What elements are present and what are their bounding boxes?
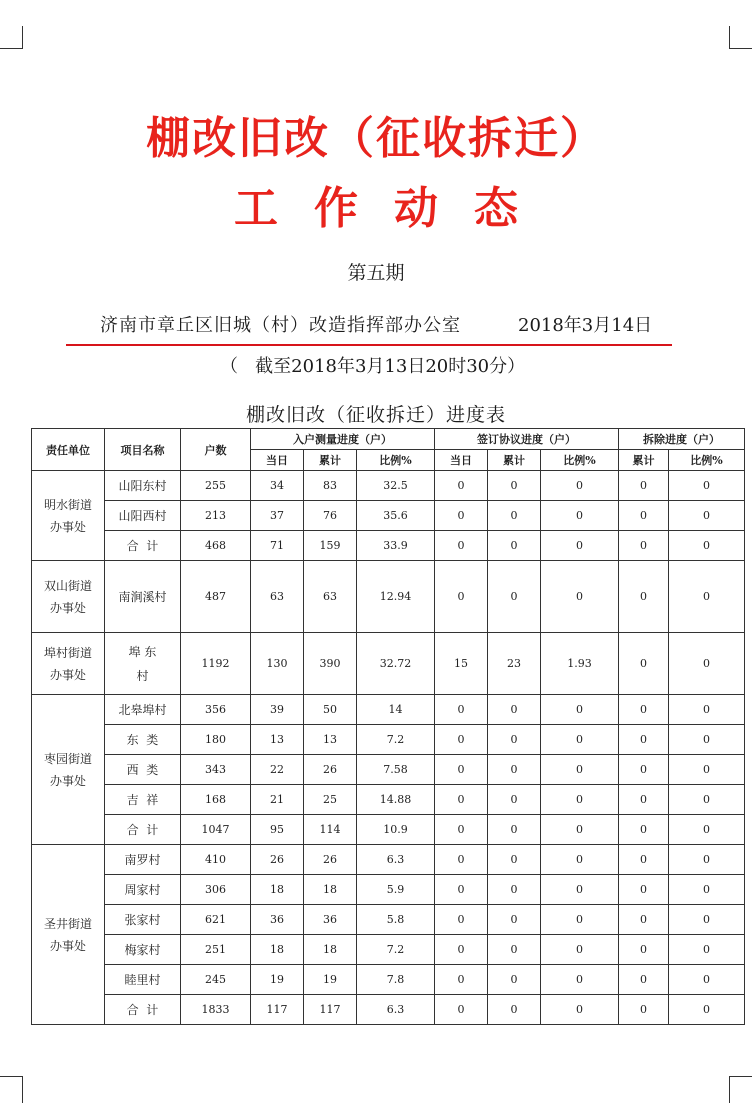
- crop-mark-bottom-right: [729, 1076, 752, 1103]
- sign-cumulative-cell: 0: [488, 501, 541, 531]
- sign-ratio-cell: 0: [541, 561, 619, 633]
- table-row: [32, 905, 745, 935]
- survey-today-cell: 22: [251, 755, 304, 785]
- survey-cumulative-cell: 50: [304, 695, 357, 725]
- survey-ratio-cell: 7.58: [357, 755, 435, 785]
- sign-today-cell: 0: [435, 815, 488, 845]
- sign-ratio-cell: 1.93: [541, 633, 619, 695]
- demolish-ratio-cell: 0: [669, 815, 745, 845]
- survey-ratio-cell: 6.3: [357, 995, 435, 1025]
- sign-cumulative-cell: 0: [488, 965, 541, 995]
- header-households: 户数: [181, 429, 251, 471]
- header-sign-group: 签订协议进度（户）: [435, 429, 619, 450]
- table-title: 棚改旧改（征收拆迁）进度表: [245, 404, 506, 426]
- households-cell: 180: [181, 725, 251, 755]
- project-cell: 南涧溪村: [105, 561, 181, 633]
- demolish-cumulative-cell: 0: [619, 471, 669, 501]
- survey-today-cell: 95: [251, 815, 304, 845]
- header-demolish-ratio: 比例%: [669, 450, 745, 471]
- households-cell: 343: [181, 755, 251, 785]
- document-title: 棚改旧改（征收拆迁）: [146, 113, 606, 164]
- header-demolish-cumulative: 累计: [619, 450, 669, 471]
- table-row: [32, 935, 745, 965]
- sign-ratio-cell: 0: [541, 501, 619, 531]
- header-survey-group: 入户测量进度（户）: [251, 429, 435, 450]
- header-unit: 责任单位: [32, 429, 105, 471]
- survey-today-cell: 19: [251, 965, 304, 995]
- sign-cumulative-cell: 0: [488, 875, 541, 905]
- unit-cell: 明水街道办事处: [32, 471, 105, 561]
- survey-cumulative-cell: 18: [304, 935, 357, 965]
- project-cell: 西 类: [105, 755, 181, 785]
- survey-today-cell: 39: [251, 695, 304, 725]
- issue-number: 第五期: [347, 262, 405, 284]
- sign-cumulative-cell: 0: [488, 471, 541, 501]
- survey-ratio-cell: 7.2: [357, 725, 435, 755]
- project-cell: 山阳西村: [105, 501, 181, 531]
- demolish-ratio-cell: 0: [669, 633, 745, 695]
- demolish-cumulative-cell: 0: [619, 531, 669, 561]
- survey-today-cell: 117: [251, 995, 304, 1025]
- survey-ratio-cell: 5.9: [357, 875, 435, 905]
- sign-cumulative-cell: 0: [488, 755, 541, 785]
- header-survey-cumulative: 累计: [304, 450, 357, 471]
- project-cell: 合 计: [105, 531, 181, 561]
- sign-today-cell: 0: [435, 995, 488, 1025]
- demolish-ratio-cell: 0: [669, 531, 745, 561]
- sign-today-cell: 0: [435, 755, 488, 785]
- survey-ratio-cell: 32.72: [357, 633, 435, 695]
- project-cell: 周家村: [105, 875, 181, 905]
- sign-cumulative-cell: 0: [488, 531, 541, 561]
- project-cell: 山阳东村: [105, 471, 181, 501]
- header-project: 项目名称: [105, 429, 181, 471]
- demolish-cumulative-cell: 0: [619, 815, 669, 845]
- survey-cumulative-cell: 63: [304, 561, 357, 633]
- project-cell: 埠 东 村: [105, 633, 181, 695]
- survey-ratio-cell: 33.9: [357, 531, 435, 561]
- sign-ratio-cell: 0: [541, 755, 619, 785]
- table-row: [32, 695, 745, 725]
- demolish-ratio-cell: 0: [669, 905, 745, 935]
- sign-ratio-cell: 0: [541, 471, 619, 501]
- households-cell: 1833: [181, 995, 251, 1025]
- sign-ratio-cell: 0: [541, 965, 619, 995]
- households-cell: 356: [181, 695, 251, 725]
- table-row: [32, 785, 745, 815]
- households-cell: 410: [181, 845, 251, 875]
- demolish-cumulative-cell: 0: [619, 633, 669, 695]
- households-cell: 621: [181, 905, 251, 935]
- unit-cell: 埠村街道办事处: [32, 633, 105, 695]
- survey-today-cell: 63: [251, 561, 304, 633]
- table-row: [32, 995, 745, 1025]
- sign-ratio-cell: 0: [541, 875, 619, 905]
- survey-today-cell: 26: [251, 845, 304, 875]
- table-row: [32, 725, 745, 755]
- survey-ratio-cell: 32.5: [357, 471, 435, 501]
- demolish-ratio-cell: 0: [669, 561, 745, 633]
- demolish-ratio-cell: 0: [669, 755, 745, 785]
- crop-mark-bottom-left: [0, 1076, 23, 1103]
- survey-ratio-cell: 7.2: [357, 935, 435, 965]
- demolish-cumulative-cell: 0: [619, 785, 669, 815]
- sign-cumulative-cell: 0: [488, 785, 541, 815]
- demolish-cumulative-cell: 0: [619, 725, 669, 755]
- demolish-cumulative-cell: 0: [619, 995, 669, 1025]
- table-row: [32, 561, 745, 633]
- header-sign-today: 当日: [435, 450, 488, 471]
- sign-cumulative-cell: 0: [488, 935, 541, 965]
- sign-today-cell: 0: [435, 501, 488, 531]
- unit-cell: 枣园街道办事处: [32, 695, 105, 845]
- survey-cumulative-cell: 26: [304, 845, 357, 875]
- survey-ratio-cell: 14.88: [357, 785, 435, 815]
- demolish-cumulative-cell: 0: [619, 695, 669, 725]
- project-cell: 睦里村: [105, 965, 181, 995]
- survey-cumulative-cell: 83: [304, 471, 357, 501]
- table-row: [32, 755, 745, 785]
- issue-date: 2018年3月14日: [518, 315, 653, 336]
- sign-ratio-cell: 0: [541, 695, 619, 725]
- document-subtitle: 工作动态: [234, 183, 554, 234]
- survey-cumulative-cell: 114: [304, 815, 357, 845]
- sign-cumulative-cell: 0: [488, 725, 541, 755]
- project-cell: 吉 祥: [105, 785, 181, 815]
- crop-mark-top-left: [0, 26, 23, 49]
- survey-cumulative-cell: 13: [304, 725, 357, 755]
- sign-today-cell: 0: [435, 935, 488, 965]
- cutoff-time: （ 截至2018年3月13日20时30分）: [220, 356, 526, 377]
- sign-today-cell: 0: [435, 561, 488, 633]
- sign-cumulative-cell: 0: [488, 905, 541, 935]
- households-cell: 1047: [181, 815, 251, 845]
- sign-ratio-cell: 0: [541, 845, 619, 875]
- sign-ratio-cell: 0: [541, 905, 619, 935]
- sign-cumulative-cell: 0: [488, 695, 541, 725]
- sign-today-cell: 0: [435, 845, 488, 875]
- demolish-cumulative-cell: 0: [619, 755, 669, 785]
- survey-cumulative-cell: 117: [304, 995, 357, 1025]
- survey-cumulative-cell: 36: [304, 905, 357, 935]
- table-row: [32, 501, 745, 531]
- survey-ratio-cell: 12.94: [357, 561, 435, 633]
- demolish-cumulative-cell: 0: [619, 561, 669, 633]
- survey-today-cell: 130: [251, 633, 304, 695]
- demolish-cumulative-cell: 0: [619, 905, 669, 935]
- sign-ratio-cell: 0: [541, 995, 619, 1025]
- header-demolish-group: 拆除进度（户）: [619, 429, 745, 450]
- sign-ratio-cell: 0: [541, 935, 619, 965]
- demolish-ratio-cell: 0: [669, 845, 745, 875]
- demolish-ratio-cell: 0: [669, 875, 745, 905]
- crop-mark-top-right: [729, 26, 752, 49]
- households-cell: 468: [181, 531, 251, 561]
- demolish-cumulative-cell: 0: [619, 875, 669, 905]
- demolish-ratio-cell: 0: [669, 725, 745, 755]
- demolish-ratio-cell: 0: [669, 935, 745, 965]
- sign-cumulative-cell: 23: [488, 633, 541, 695]
- project-cell: 合 计: [105, 815, 181, 845]
- demolish-cumulative-cell: 0: [619, 845, 669, 875]
- table-row: [32, 965, 745, 995]
- sign-cumulative-cell: 0: [488, 845, 541, 875]
- issuing-office: 济南市章丘区旧城（村）改造指挥部办公室: [100, 315, 461, 336]
- unit-cell: 双山街道办事处: [32, 561, 105, 633]
- sign-today-cell: 0: [435, 965, 488, 995]
- demolish-ratio-cell: 0: [669, 501, 745, 531]
- survey-today-cell: 21: [251, 785, 304, 815]
- demolish-cumulative-cell: 0: [619, 965, 669, 995]
- sign-today-cell: 0: [435, 695, 488, 725]
- survey-today-cell: 71: [251, 531, 304, 561]
- demolish-ratio-cell: 0: [669, 785, 745, 815]
- header-sign-cumulative: 累计: [488, 450, 541, 471]
- project-cell: 合 计: [105, 995, 181, 1025]
- households-cell: 306: [181, 875, 251, 905]
- sign-today-cell: 0: [435, 875, 488, 905]
- households-cell: 251: [181, 935, 251, 965]
- sign-cumulative-cell: 0: [488, 561, 541, 633]
- survey-today-cell: 34: [251, 471, 304, 501]
- survey-today-cell: 37: [251, 501, 304, 531]
- unit-cell: 圣井街道办事处: [32, 845, 105, 1025]
- demolish-cumulative-cell: 0: [619, 501, 669, 531]
- table-row: [32, 875, 745, 905]
- header-sign-ratio: 比例%: [541, 450, 619, 471]
- sign-today-cell: 0: [435, 905, 488, 935]
- survey-ratio-cell: 35.6: [357, 501, 435, 531]
- project-cell: 梅家村: [105, 935, 181, 965]
- header-survey-today: 当日: [251, 450, 304, 471]
- survey-today-cell: 13: [251, 725, 304, 755]
- demolish-ratio-cell: 0: [669, 965, 745, 995]
- red-divider: [66, 344, 672, 346]
- demolish-cumulative-cell: 0: [619, 935, 669, 965]
- survey-today-cell: 36: [251, 905, 304, 935]
- households-cell: 487: [181, 561, 251, 633]
- demolish-ratio-cell: 0: [669, 995, 745, 1025]
- survey-cumulative-cell: 26: [304, 755, 357, 785]
- households-cell: 213: [181, 501, 251, 531]
- sign-ratio-cell: 0: [541, 531, 619, 561]
- header-survey-ratio: 比例%: [357, 450, 435, 471]
- survey-cumulative-cell: 25: [304, 785, 357, 815]
- households-cell: 1192: [181, 633, 251, 695]
- survey-today-cell: 18: [251, 935, 304, 965]
- sign-today-cell: 0: [435, 725, 488, 755]
- sign-today-cell: 0: [435, 531, 488, 561]
- households-cell: 245: [181, 965, 251, 995]
- demolish-ratio-cell: 0: [669, 695, 745, 725]
- households-cell: 255: [181, 471, 251, 501]
- survey-today-cell: 18: [251, 875, 304, 905]
- progress-table: [31, 428, 745, 1025]
- table-row: [32, 815, 745, 845]
- project-cell: 南罗村: [105, 845, 181, 875]
- table-row: [32, 633, 745, 695]
- table-row: [32, 471, 745, 501]
- table-row: [32, 531, 745, 561]
- sign-today-cell: 0: [435, 785, 488, 815]
- survey-ratio-cell: 14: [357, 695, 435, 725]
- survey-cumulative-cell: 18: [304, 875, 357, 905]
- table-body: [32, 471, 745, 1025]
- survey-cumulative-cell: 390: [304, 633, 357, 695]
- survey-cumulative-cell: 19: [304, 965, 357, 995]
- sign-ratio-cell: 0: [541, 785, 619, 815]
- project-cell: 东 类: [105, 725, 181, 755]
- survey-ratio-cell: 7.8: [357, 965, 435, 995]
- sign-ratio-cell: 0: [541, 725, 619, 755]
- sign-cumulative-cell: 0: [488, 815, 541, 845]
- sign-ratio-cell: 0: [541, 815, 619, 845]
- sign-today-cell: 15: [435, 633, 488, 695]
- project-cell: 北皋埠村: [105, 695, 181, 725]
- demolish-ratio-cell: 0: [669, 471, 745, 501]
- households-cell: 168: [181, 785, 251, 815]
- table-row: [32, 845, 745, 875]
- survey-ratio-cell: 6.3: [357, 845, 435, 875]
- survey-cumulative-cell: 76: [304, 501, 357, 531]
- survey-cumulative-cell: 159: [304, 531, 357, 561]
- project-cell: 张家村: [105, 905, 181, 935]
- sign-today-cell: 0: [435, 471, 488, 501]
- sign-cumulative-cell: 0: [488, 995, 541, 1025]
- survey-ratio-cell: 10.9: [357, 815, 435, 845]
- survey-ratio-cell: 5.8: [357, 905, 435, 935]
